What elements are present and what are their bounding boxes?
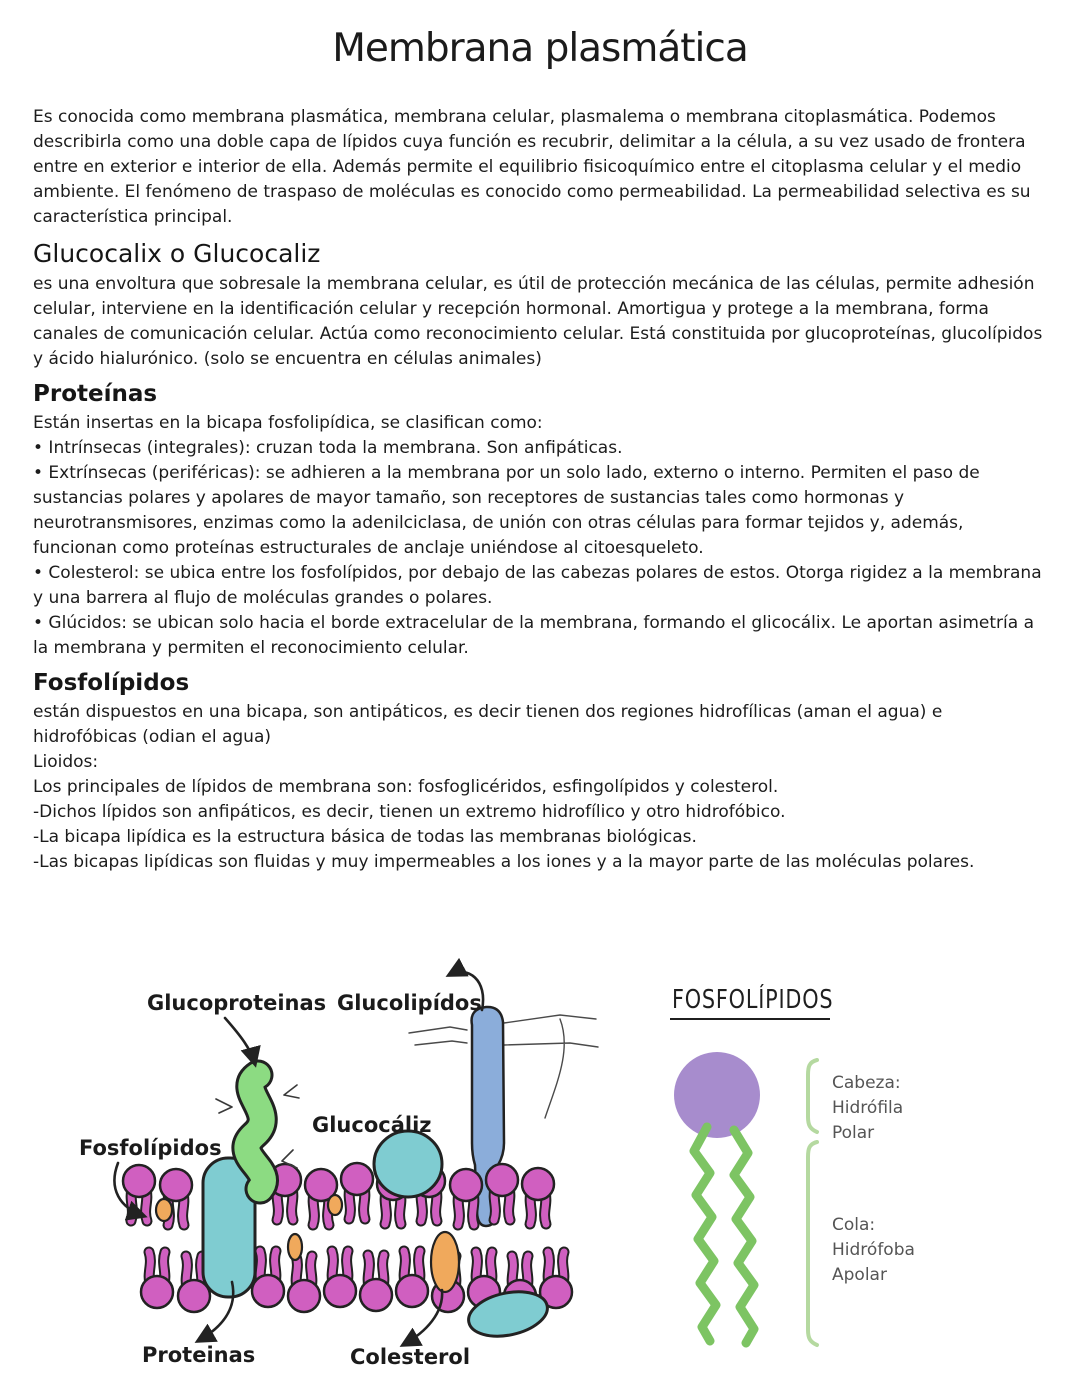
fosfolipidos-line-1: están dispuestos en una bicapa, son antipáticos, es decir tienen dos regiones hidrofílicas (aman el agua) e hidrofóbicas (odian el agua) (33, 702, 943, 747)
glucocalix-paragraph: es una envoltura que sobresale la membrana celular, es útil de protección mecánica de las células, permite adhesión celular, interviene en la identificación celular y recepción hormonal. Amortigua y protege a la membrana, forma canales de comunicación celular. Actúa como reconocimiento celular. Está constituida por glucoproteínas, glucolípidos y ácido hialurónico. (solo se encuentra en células animales) (33, 274, 1043, 369)
region-brackets (808, 1060, 817, 1345)
phospholipid-head (674, 1052, 760, 1138)
head-label-line1: Cabeza: (832, 1073, 901, 1093)
fosfolipidos-diagram-title: FOSFOLÍPIDOS (672, 983, 834, 1015)
heading-fosfolipidos: Fosfolípidos (33, 670, 190, 696)
bullet-intrinsecas: • Intrínsecas (integrales): cruzan toda la membrana. Son anfipáticas. (33, 438, 623, 458)
tail-label-line2: Hidrófoba (832, 1240, 915, 1260)
intro-paragraph: Es conocida como membrana plasmática, membrana celular, plasmalema o membrana citoplasmática. Podemos describirla como una doble capa de lípidos cuya función es recubrir, delimitar a la célula, a su vez usado de frontera entre en exterior e interior de ella. Además permite el equilibrio fisicoquímico entre el citoplasma celular y el medio ambiente. El fenómeno de traspaso de moléculas es conocido como permeabilidad. La permeabilidad selectiva es su característica principal. (33, 107, 1031, 227)
globular-protein (374, 1131, 442, 1197)
fosfolipidos-line-5: -La bicapa lipídica es la estructura básica de todas las membranas biológicas. (33, 827, 697, 847)
fosfolipidos-line-4: -Dichos lípidos son anfipáticos, es decir, tienen un extremo hidrofílico y otro hidrofóbico. (33, 802, 786, 822)
label-colesterol: Colesterol (350, 1345, 471, 1369)
arrow-glucoproteinas (225, 1018, 255, 1064)
bullet-glucidos: • Glúcidos: se ubican solo hacia el borde extracelular de la membrana, formando el glicocálix. Le aportan asimetría a la membrana y permiten el reconocimiento celular. (33, 613, 1034, 658)
bullet-colesterol: • Colesterol: se ubica entre los fosfolípidos, por debajo de las cabezas polares de estos. Otorga rigidez a la membrana y una barrera al flujo de moléculas grandes o polares. (33, 563, 1042, 608)
tail-label-line3: Apolar (832, 1265, 887, 1285)
head-bracket (808, 1060, 817, 1132)
phospholipid-tails (694, 1127, 754, 1343)
tail-label-line1: Cola: (832, 1215, 876, 1235)
proteinas-intro-line: Están insertas en la bicapa fosfolipídica, se clasifican como: (33, 413, 543, 433)
label-glucoproteinas: Glucoproteinas (147, 991, 327, 1015)
heading-proteinas: Proteínas (33, 381, 158, 407)
label-proteinas: Proteinas (142, 1343, 256, 1367)
phospholipid-diagram (650, 955, 1080, 1397)
fosfolipidos-line-6: -Las bicapas lipídicas son fluidas y muy impermeables a los iones y a la mayor parte de las moléculas polares. (33, 852, 975, 872)
label-glucocaliz: Glucocáliz (312, 1113, 432, 1137)
tail-bracket (808, 1142, 817, 1345)
fosfolipidos-line-2: Lioidos: (33, 752, 99, 772)
label-fosfolipidos: Fosfolípidos (79, 1136, 222, 1160)
head-label-line2: Hidrófila (832, 1098, 904, 1118)
label-glucolipidos: Glucolipídos (337, 991, 482, 1015)
fosfolipidos-line-3: Los principales de lípidos de membrana son: fosfoglicéridos, esfingolípidos y colesterol. (33, 777, 779, 797)
text-column (33, 0, 1047, 875)
bullet-extrinsecas: • Extrínsecas (periféricas): se adhieren a la membrana por un solo lado, externo o interno. Permiten el paso de sustancias polares y apolares de mayor tamaño, son receptores de sustancias tales como hormonas y neurotransmisores, enzimas como la adenilciclasa, de unión con otras células para formar tejidos y, además, funcionan como proteínas estructurales de anclaje uniéndose al citoesqueleto. (33, 463, 980, 558)
page-title: Membrana plasmática (332, 26, 748, 71)
membrane-diagram (40, 955, 640, 1397)
fosfolipidos-title-group (672, 984, 833, 1015)
heading-glucocalix: Glucocalix o Glucocaliz (33, 239, 321, 268)
head-label-line3: Polar (832, 1123, 875, 1143)
